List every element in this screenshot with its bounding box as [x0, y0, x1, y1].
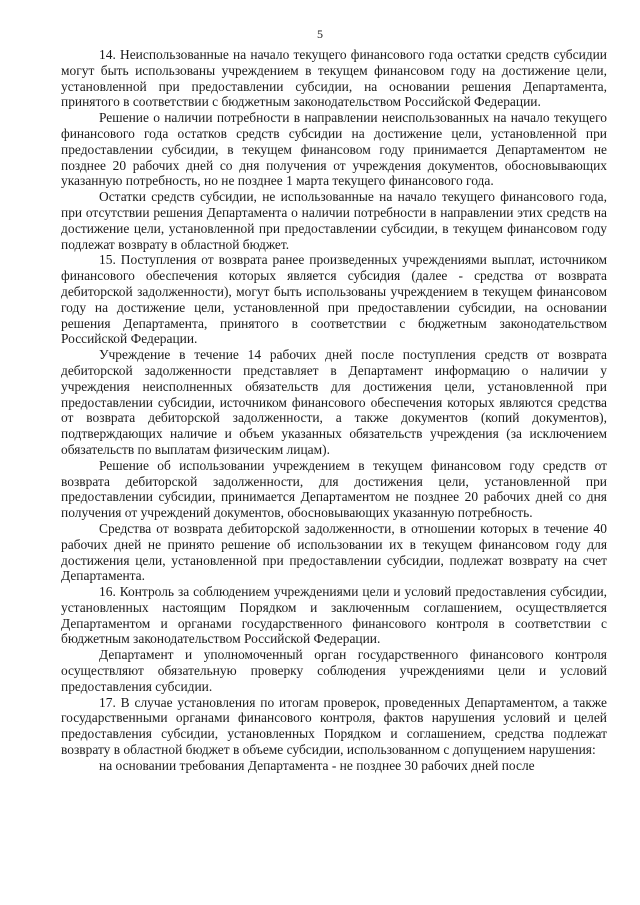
- paragraph-15-decision: Решение об использовании учреждением в текущем финансовом году средств от возврата дебиторской задолженности, для достижения цели, установленной при предоставлении субсидии, принимается Департаментом не позднее 20 рабочих дней со дня получения от учреждений документов, обосновывающих указанную потребность.: [61, 457, 607, 521]
- paragraph-16-check: Департамент и уполномоченный орган государственного финансового контроля осуществляют обязательную проверку соблюдения учреждениями цели и условий предоставления субсидии.: [61, 647, 607, 694]
- paragraph-16: 16. Контроль за соблюдением учреждениями цели и условий предоставления субсидии, установленных настоящим Порядком и заключенным соглашением, осуществляется Департаментом и органами государственного финансового контроля в соответствии с бюджетным законодательством Российской Федерации.: [61, 584, 607, 647]
- document-body: [61, 47, 607, 774]
- paragraph-14-remainder: Остатки средств субсидии, не использованные на начало текущего финансового года, при отсутствии решения Департамента о наличии потребности в направлении этих средств на достижение цели, установленной при предоставлении субсидии, в текущем финансовом году подлежат возврату в областной бюджет.: [61, 189, 607, 252]
- paragraph-17-requirement: на основании требования Департамента - не позднее 30 рабочих дней после: [99, 757, 535, 773]
- page-number: 5: [317, 27, 323, 41]
- paragraph-17: 17. В случае установления по итогам проверок, проведенных Департаментом, а также государственными органами финансового контроля, фактов нарушения условий и целей предоставления субсидии, установленных Порядком и соглашением, средства подлежат возврату в областной бюджет в объеме субсидии, использованном с допущением нарушения:: [61, 694, 607, 758]
- paragraph-15-info: Учреждение в течение 14 рабочих дней после поступления средств от возврата дебиторской задолженности представляет в Департамент информацию о наличии у учреждения неисполненных обязательств для достижения цели, установленной при предоставлении субсидии, источником финансового обеспечения которых являются средства от возврата дебиторской задолженности, а также документов (копий документов), подтверждающих наличие и объем указанных обязательств учреждения (за исключением обязательств по выплатам физическим лицам).: [61, 347, 607, 457]
- paragraph-14: 14. Неиспользованные на начало текущего финансового года остатки средств субсидии могут быть использованы учреждением в текущем финансовом году на достижение цели, установленной при предоставлении субсидии, на основании решения Департамента, принятого в соответствии с бюджетным законодательством Российской Федерации.: [61, 47, 607, 110]
- paragraph-15-return: Средства от возврата дебиторской задолженности, в отношении которых в течение 40 рабочих дней не принято решение об использовании их в текущем финансовом году для достижения цели, установленной при предоставлении субсидии, подлежат возврату на счет Департамента.: [61, 520, 607, 584]
- paragraph-14-decision: Решение о наличии потребности в направлении неиспользованных на начало текущего финансового года остатков средств субсидии на достижение цели, установленной при предоставлении субсидии, в текущем финансовом году принимается Департаментом не позднее 20 рабочих дней со дня получения от учреждения документов, обосновывающих указанную потребность, но не позднее 1 марта текущего финансового года.: [61, 110, 607, 189]
- paragraph-15: 15. Поступления от возврата ранее произведенных учреждениями выплат, источником финансового обеспечения которых является субсидия (далее - средства от возврата дебиторской задолженности), могут быть использованы учреждением в текущем финансовом году на достижение цели, установленной при предоставлении субсидии, на основании решения Департамента, принятого в соответствии с бюджетным законодательством Российской Федерации.: [61, 252, 607, 347]
